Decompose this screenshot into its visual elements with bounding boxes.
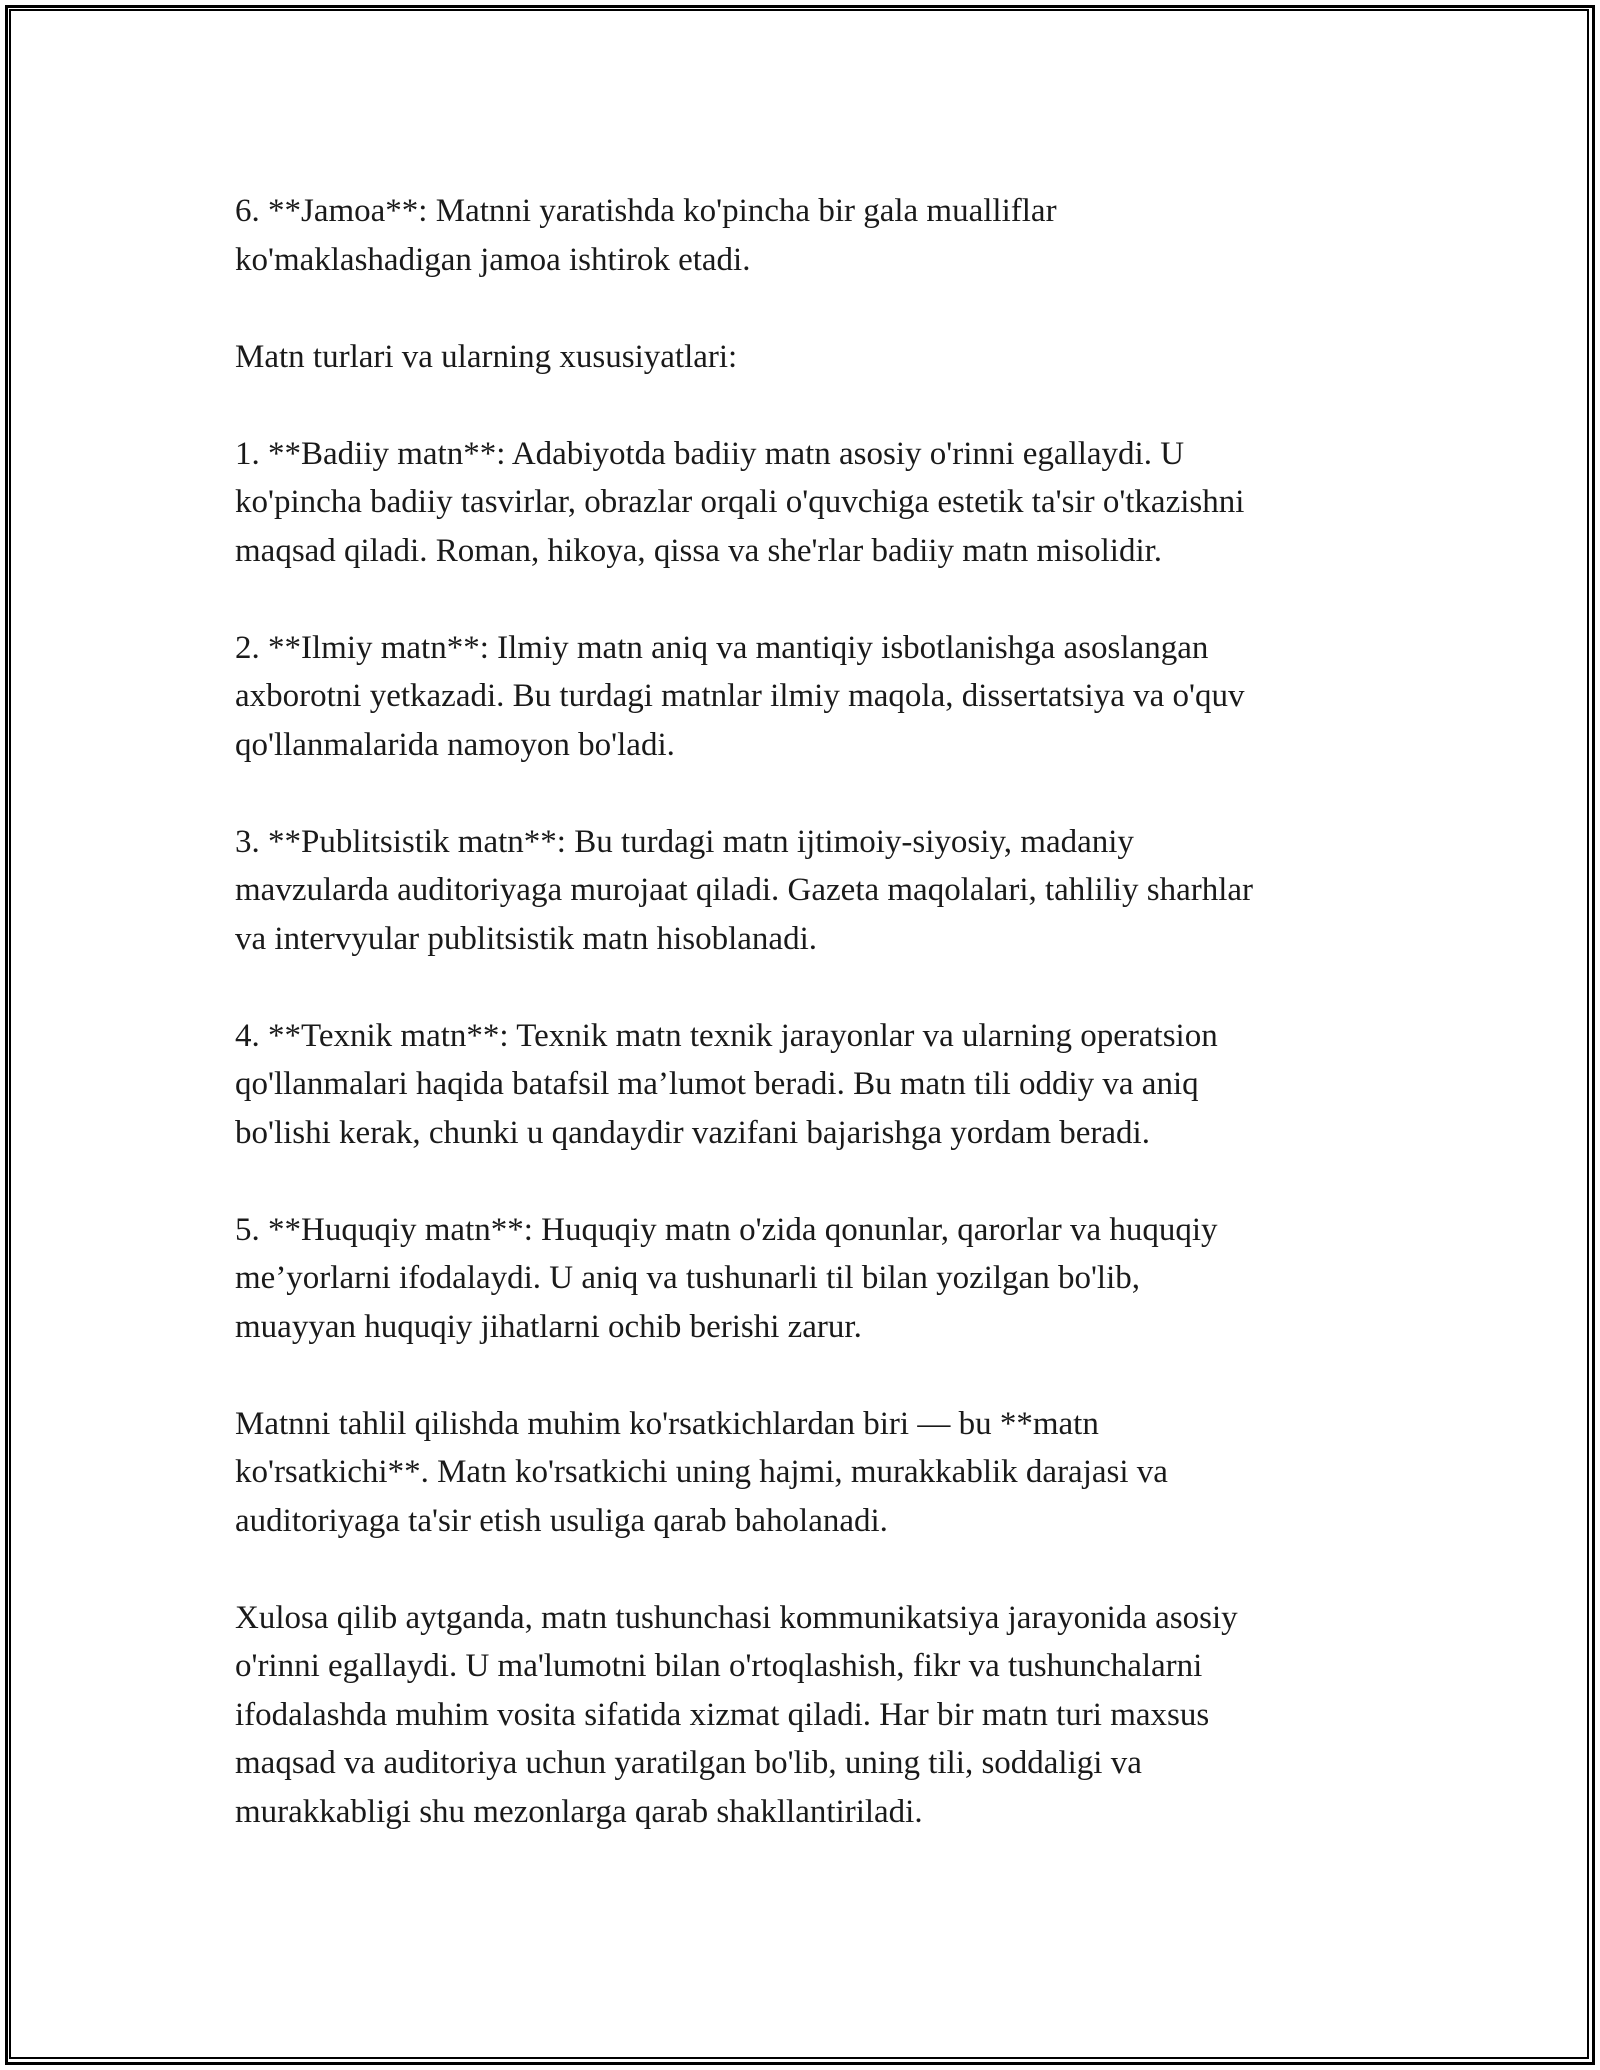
text-line: maqsad qiladi. Roman, hikoya, qissa va she'rlar badiiy matn misolidir. bbox=[235, 532, 1163, 569]
text-line: me’yorlarni ifodalaydi. U aniq va tushunarli til bilan yozilgan bo'lib, bbox=[235, 1260, 1140, 1296]
text-line: auditoriyaga ta'sir etish usuliga qarab baholanadi. bbox=[235, 1502, 888, 1539]
text-line: 1. **Badiiy matn**: Adabiyotda badiiy matn asosiy o'rinni egallaydi. U bbox=[235, 435, 1185, 472]
text-line: ko'rsatkichi**. Matn ko'rsatkichi uning hajmi, murakkablik darajasi va bbox=[235, 1454, 1168, 1490]
text-line: ko'pincha badiiy tasvirlar, obrazlar orqali o'quvchiga estetik ta'sir o'tkazishni bbox=[235, 484, 1245, 520]
text-line: bo'lishi kerak, chunki u qandaydir vazifani bajarishga yordam beradi. bbox=[235, 1114, 1150, 1151]
document-body bbox=[235, 187, 1385, 1836]
text-line: murakkabligi shu mezonlarga qarab shakllantiriladi. bbox=[235, 1793, 923, 1830]
text-line: o'rinni egallaydi. U ma'lumotni bilan o'rtoqlashish, fikr va tushunchalarni bbox=[235, 1648, 1203, 1684]
text-line: ko'maklashadigan jamoa ishtirok etadi. bbox=[235, 241, 751, 278]
paragraph-ilmiy-matn bbox=[235, 624, 1385, 770]
paragraph-publitsistik-matn bbox=[235, 818, 1385, 964]
text-line: Xulosa qilib aytganda, matn tushunchasi kommunikatsiya jarayonida asosiy bbox=[235, 1599, 1238, 1636]
paragraph-texnik-matn bbox=[235, 1012, 1385, 1158]
paragraph-matn-korsatkichi bbox=[235, 1400, 1385, 1546]
text-line: maqsad va auditoriya uchun yaratilgan bo'lib, uning tili, soddaligi va bbox=[235, 1745, 1142, 1781]
text-line: 3. **Publitsistik matn**: Bu turdagi matn ijtimoiy-siyosiy, madaniy bbox=[235, 823, 1134, 860]
paragraph-xulosa bbox=[235, 1594, 1385, 1837]
text-line: mavzularda auditoriyaga murojaat qiladi. Gazeta maqolalari, tahliliy sharhlar bbox=[235, 872, 1254, 908]
paragraph-jamoa bbox=[235, 187, 1385, 284]
paragraph-matn-turlari-heading bbox=[235, 333, 1385, 382]
text-line: 2. **Ilmiy matn**: Ilmiy matn aniq va mantiqiy isbotlanishga asoslangan bbox=[235, 629, 1209, 666]
text-line: muayyan huquqiy jihatlarni ochib berishi zarur. bbox=[235, 1308, 862, 1345]
paragraph-badiiy-matn bbox=[235, 430, 1385, 576]
paragraph-huquqiy-matn bbox=[235, 1206, 1385, 1352]
text-line: Matnni tahlil qilishda muhim ko'rsatkichlardan biri — bu **matn bbox=[235, 1405, 1099, 1442]
text-line: va intervyular publitsistik matn hisoblanadi. bbox=[235, 920, 817, 957]
text-line: axborotni yetkazadi. Bu turdagi matnlar ilmiy maqola, dissertatsiya va o'quv bbox=[235, 678, 1245, 714]
text-line: 4. **Texnik matn**: Texnik matn texnik jarayonlar va ularning operatsion bbox=[235, 1017, 1218, 1054]
text-line: 5. **Huquqiy matn**: Huquqiy matn o'zida qonunlar, qarorlar va huquqiy bbox=[235, 1211, 1218, 1248]
text-line: ifodalashda muhim vosita sifatida xizmat qiladi. Har bir matn turi maxsus bbox=[235, 1696, 1210, 1733]
text-line: Matn turlari va ularning xususiyatlari: bbox=[235, 338, 738, 375]
text-line: 6. **Jamoa**: Matnni yaratishda ko'pincha bir gala mualliflar bbox=[235, 193, 1057, 229]
text-line: qo'llanmalari haqida batafsil ma’lumot beradi. Bu matn tili oddiy va aniq bbox=[235, 1066, 1199, 1102]
text-line: qo'llanmalarida namoyon bo'ladi. bbox=[235, 726, 675, 763]
